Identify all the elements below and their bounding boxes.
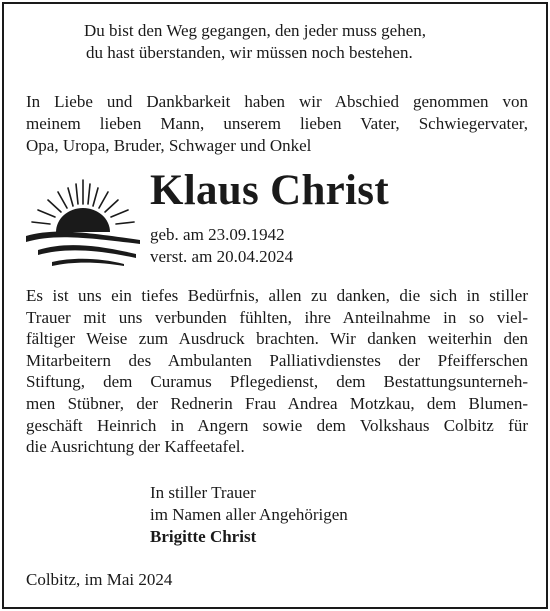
thanks-line: geschäft Heinrich in Angern sowie dem Volkshaus Colbitz für — [26, 415, 528, 435]
poem-line-1: Du bist den Weg gegangen, den jeder muss gehen, — [84, 21, 427, 40]
sunset-icon — [24, 174, 142, 266]
poem-line-2: du hast überstanden, wir müssen noch bestehen. — [86, 43, 413, 62]
signature-name: Brigitte Christ — [150, 527, 257, 546]
thanks-line: Es ist uns ein tiefes Bedürfnis, allen zu danken, die sich in stiller — [26, 286, 528, 305]
intro-text — [26, 91, 528, 157]
intro-line-1: In Liebe und Dankbarkeit haben wir Abschied genommen von — [26, 92, 528, 111]
thanks-line: men Stübner, der Rednerin Frau Andrea Motzkau, dem Blumen- — [26, 393, 528, 413]
thanks-line: Mitarbeitern des Ambulanten Palliativdienstes der Pfeifferschen — [26, 350, 528, 370]
thanks-line: Stiftung, dem Curamus Pflegedienst, dem Bestattungsunterneh- — [26, 372, 528, 392]
signature-line-1: In stiller Trauer — [150, 483, 256, 502]
death-date: verst. am 20.04.2024 — [150, 247, 294, 266]
life-dates — [150, 224, 293, 268]
intro-line-3: Opa, Uropa, Bruder, Schwager und Onkel — [26, 136, 312, 155]
birth-date: geb. am 23.09.1942 — [150, 225, 285, 244]
intro-line-2: meinem lieben Mann, unserem lieben Vater, Schwiegervater, — [26, 114, 528, 133]
thanks-line: fältiger Weise zum Ausdruck brachten. Wir danken weiterhin den — [26, 329, 528, 349]
thanks-text — [26, 285, 528, 458]
place-and-date: Colbitz, im Mai 2024 — [26, 570, 173, 589]
thanks-line: die Ausrichtung der Kaffeetafel. — [26, 437, 245, 457]
thanks-line: Trauer mit uns verbunden fühlten, ihre Anteilnahme in so viel- — [26, 307, 528, 327]
signature-line-2: im Namen aller Angehörigen — [150, 505, 348, 524]
poem — [84, 20, 484, 64]
deceased-name: Klaus Christ — [150, 167, 389, 214]
signature-block — [150, 482, 348, 548]
obituary-notice — [2, 2, 548, 609]
